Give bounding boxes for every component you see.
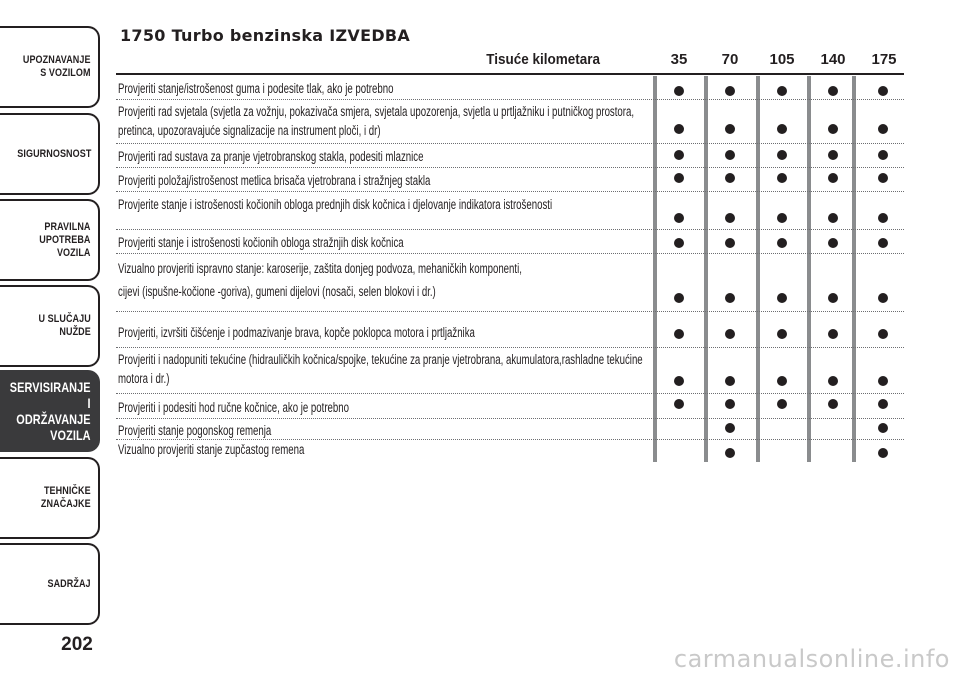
service-mark (725, 173, 735, 183)
tab-label: PRAVILNA UPOTREBA VOZILA (39, 220, 91, 259)
row-text: Provjeriti stanje pogonskog remenja (118, 423, 272, 438)
service-mark (725, 293, 735, 303)
km-header-label: Tisuće kilometara (486, 51, 600, 68)
service-mark (777, 173, 787, 183)
service-mark (878, 173, 888, 183)
service-mark (725, 213, 735, 223)
table-row (116, 439, 904, 459)
service-mark (725, 238, 735, 248)
service-mark (674, 124, 684, 134)
service-mark (878, 399, 888, 409)
service-mark (674, 376, 684, 386)
service-mark (725, 376, 735, 386)
table-row (116, 253, 904, 312)
service-mark (828, 213, 838, 223)
service-mark (828, 150, 838, 160)
service-mark (878, 329, 888, 339)
page-number: 202 (61, 634, 93, 655)
service-mark (725, 448, 735, 458)
service-mark (725, 86, 735, 96)
service-mark (674, 238, 684, 248)
service-mark (674, 150, 684, 160)
km-column-175: 175 (871, 51, 897, 68)
km-column-35: 35 (670, 51, 688, 68)
service-mark (777, 293, 787, 303)
table-row (116, 99, 904, 144)
row-text: Provjeriti, izvršiti čišćenje i podmazivanje brava, kopče poklopca motora i prtljažnika (118, 325, 475, 340)
row-text: Vizualno provjeriti stanje zupčastog remena (118, 442, 305, 457)
service-mark (725, 423, 735, 433)
service-mark (777, 213, 787, 223)
service-mark (674, 329, 684, 339)
row-text: Provjeriti i podesiti hod ručne kočnice, ako je potrebno (118, 400, 349, 415)
tab-sadrzaj[interactable] (0, 543, 100, 625)
row-text: Provjeriti rad svjetala (svjetla za vožnju, pokazivača smjera, svjetala upozorenja, svjetla u prtljažniku i putničkog prostora, pretinca, upozoravajuće signalizacije na instrument ploči, i dr) (118, 104, 635, 138)
service-mark (674, 399, 684, 409)
service-mark (674, 173, 684, 183)
header-divider (116, 73, 904, 75)
service-mark (878, 238, 888, 248)
service-mark (725, 399, 735, 409)
tab-label: SERVISIRANJE I ODRŽAVANJE VOZILA (10, 379, 91, 443)
tab-sigurnosnost[interactable] (0, 113, 100, 195)
service-mark (777, 238, 787, 248)
row-text: Vizualno provjeriti ispravno stanje: karoserije, zaštita donjeg podvoza, mehaničkih komponenti, (118, 261, 522, 276)
service-mark (725, 124, 735, 134)
service-mark (878, 150, 888, 160)
service-mark (777, 86, 787, 96)
service-mark (725, 150, 735, 160)
service-mark (878, 124, 888, 134)
tab-pravilna-upotreba[interactable] (0, 199, 100, 281)
service-mark (878, 376, 888, 386)
service-mark (674, 213, 684, 223)
row-text: Provjeriti položaj/istrošenost metlica brisača vjetrobrana i stražnjeg stakla (118, 173, 431, 188)
tab-label: SADRŽAJ (47, 577, 91, 590)
tab-u-slucaju-nuzde[interactable] (0, 285, 100, 367)
table-row (116, 311, 904, 348)
row-text-continued: cijevi (ispušne-kočione -goriva), gumeni dijelovi (nosači, selen blokovi i dr.) (118, 284, 436, 299)
service-mark (828, 329, 838, 339)
service-mark (674, 86, 684, 96)
service-mark (828, 173, 838, 183)
row-text: Provjerite stanje i istrošenosti kočionih obloga prednjih disk kočnica i djelovanje indikatora istrošenosti (118, 197, 553, 212)
service-mark (828, 238, 838, 248)
service-mark (777, 150, 787, 160)
service-mark (777, 329, 787, 339)
service-mark (878, 86, 888, 96)
tab-servisiranje[interactable] (0, 370, 100, 452)
service-mark (878, 448, 888, 458)
table-row (116, 191, 904, 230)
chapter-tabs (0, 0, 102, 640)
row-text: Provjeriti rad sustava za pranje vjetrobranskog stakla, podesiti mlaznice (118, 149, 424, 164)
km-column-70: 70 (721, 51, 739, 68)
row-text: Provjeriti stanje/istrošenost guma i podesite tlak, ako je potrebno (118, 81, 394, 96)
service-mark (878, 423, 888, 433)
service-mark (878, 213, 888, 223)
service-mark (828, 399, 838, 409)
km-column-140: 140 (820, 51, 846, 68)
service-mark (828, 293, 838, 303)
tab-label: UPOZNAVANJE S VOZILOM (23, 54, 91, 79)
page-title: 1750 Turbo benzinska IZVEDBA (120, 26, 411, 45)
service-mark (777, 124, 787, 134)
service-mark (674, 293, 684, 303)
row-text: Provjeriti stanje i istrošenosti kočionih obloga stražnjih disk kočnica (118, 235, 404, 250)
service-mark (777, 399, 787, 409)
table-row (116, 347, 904, 394)
tab-label: SIGURNOSNOST (16, 147, 91, 160)
tab-label: TEHNIČKE ZNAČAJKE (41, 485, 91, 510)
tab-tehnicke-znacajke[interactable] (0, 457, 100, 539)
tab-upoznavanje[interactable] (0, 26, 100, 108)
service-mark (828, 376, 838, 386)
tab-label: U SLUČAJU NUŽDE (38, 313, 91, 338)
service-mark (878, 293, 888, 303)
row-text: Provjeriti i nadopuniti tekućine (hidrauličkih kočnica/spojke, tekućine za pranje vjetrobrana, akumulatora,rashladne tekućine motora i dr.) (118, 352, 643, 386)
watermark: carmanualsonline.info (673, 645, 950, 673)
service-mark (725, 329, 735, 339)
service-mark (777, 376, 787, 386)
table-row (116, 418, 904, 440)
km-column-105: 105 (769, 51, 795, 68)
service-mark (828, 124, 838, 134)
service-mark (828, 86, 838, 96)
